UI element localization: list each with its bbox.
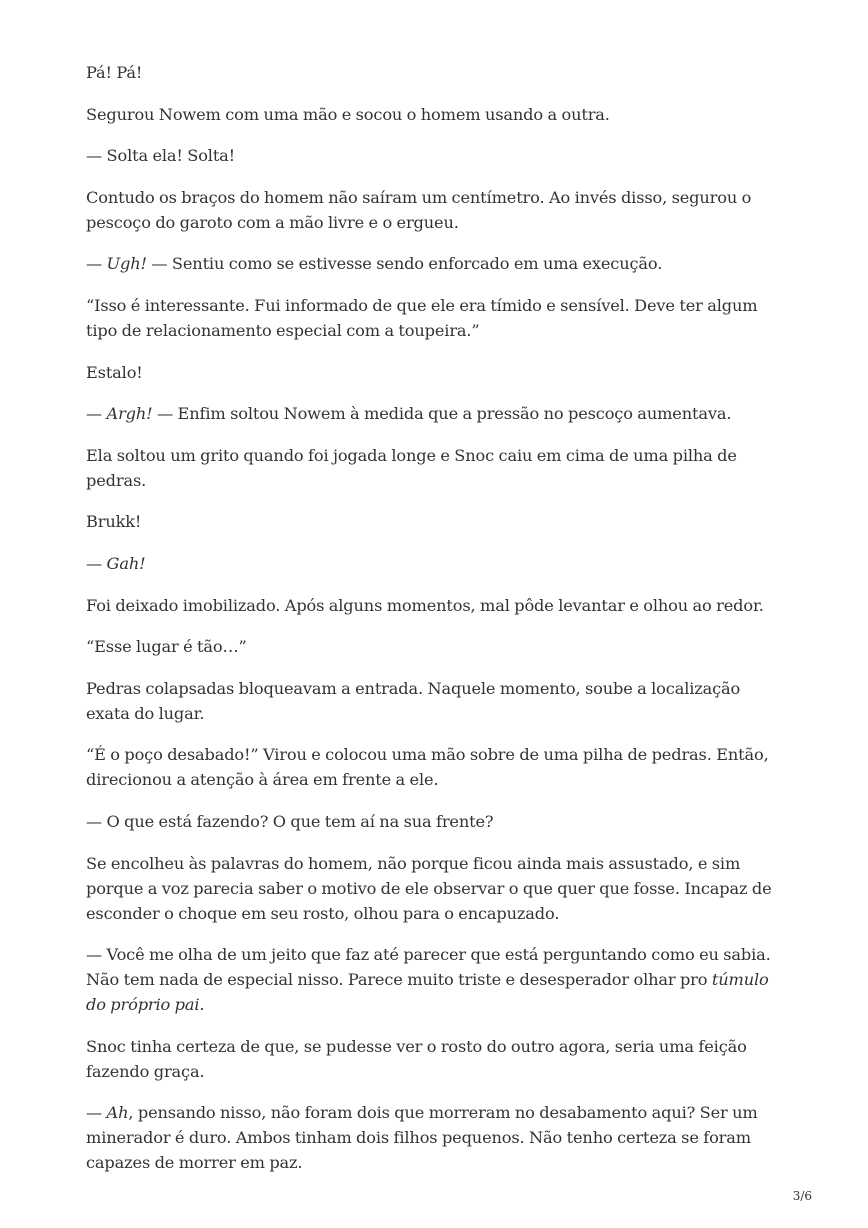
- italic-text: túmulo do próprio pai: [86, 970, 769, 1015]
- paragraph: Se encolheu às palavras do homem, não porque ficou ainda mais assustado, e sim porque a voz parecia saber o motivo de ele observar o que quer que fosse. Incapaz de esconder o choque em seu rosto, olhou para o encapuzado.: [86, 853, 772, 923]
- paragraph: — Gah!: [86, 553, 146, 573]
- paragraph: — Argh! — Enfim soltou Nowem à medida que a pressão no pescoço aumentava.: [86, 404, 732, 424]
- paragraph: — Solta ela! Solta!: [86, 146, 236, 166]
- italic-text: Ah: [106, 1103, 129, 1123]
- paragraph: Pá! Pá!: [86, 63, 143, 82]
- paragraph: — Ugh! — Sentiu como se estivesse sendo enforcado em uma execução.: [86, 254, 663, 274]
- italic-text: Argh!: [106, 404, 153, 424]
- paragraph: Snoc tinha certeza de que, se pudesse ver o rosto do outro agora, seria uma feição fazendo graça.: [86, 1036, 747, 1081]
- paragraph: “Esse lugar é tão…”: [86, 637, 247, 657]
- document-page: [86, 60, 786, 1192]
- page-number: 3/6: [792, 1189, 812, 1203]
- paragraph: Estalo!: [86, 362, 143, 382]
- paragraph: Pedras colapsadas bloqueavam a entrada. Naquele momento, soube a localização exata do lugar.: [86, 678, 741, 723]
- paragraph: “É o poço desabado!” Virou e colocou uma mão sobre de uma pilha de pedras. Então, direcionou a atenção à área em frente a ele.: [86, 745, 769, 790]
- paragraph: Ela soltou um grito quando foi jogada longe e Snoc caiu em cima de uma pilha de pedras.: [86, 445, 737, 490]
- italic-text: Ugh!: [106, 254, 147, 274]
- paragraph: Segurou Nowem com uma mão e socou o homem usando a outra.: [86, 104, 610, 124]
- paragraph: — Você me olha de um jeito que faz até parecer que está perguntando como eu sabia. Não tem nada de especial nisso. Parece muito triste e desesperador olhar pro túmulo do próprio pai.: [86, 945, 771, 1015]
- paragraph: Foi deixado imobilizado. Após alguns momentos, mal pôde levantar e olhou ao redor.: [86, 595, 764, 615]
- paragraph: — Ah, pensando nisso, não foram dois que morreram no desabamento aqui? Ser um minerador é duro. Ambos tinham dois filhos pequenos. Não tenho certeza se foram capazes de morrer em paz.: [86, 1103, 758, 1173]
- paragraph: Brukk!: [86, 512, 142, 532]
- paragraph: “Isso é interessante. Fui informado de que ele era tímido e sensível. Deve ter algum tipo de relacionamento especial com a toupeira.”: [86, 295, 758, 340]
- paragraph: — O que está fazendo? O que tem aí na sua frente?: [86, 811, 494, 831]
- italic-text: Gah!: [106, 553, 146, 573]
- paragraph: Contudo os braços do homem não saíram um centímetro. Ao invés disso, segurou o pescoço do garoto com a mão livre e o ergueu.: [86, 187, 752, 232]
